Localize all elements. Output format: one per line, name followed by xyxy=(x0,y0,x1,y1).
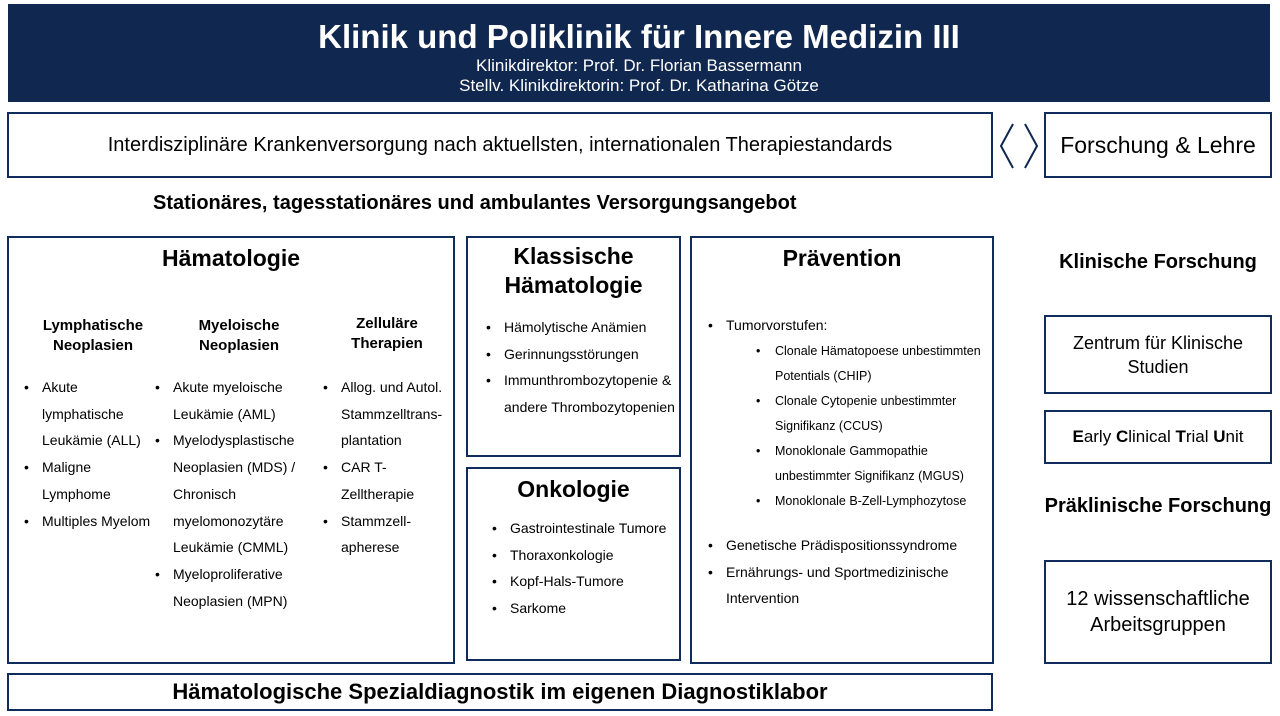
list-item: • Clonale Cytopenie unbestimmter Signifikanz (CCUS) xyxy=(756,389,988,439)
classical-haematology-list xyxy=(486,314,676,421)
list-item: • Immunthrombozytopenie & andere Thrombozytopenien xyxy=(486,367,676,420)
list-item: • Sarkome xyxy=(492,595,667,622)
prevention-box xyxy=(690,236,994,664)
myeloid-neoplasms-list xyxy=(155,374,317,614)
list-item: • Ernährungs- und Sportmedizinische Intervention xyxy=(708,559,988,612)
precursor-label: Tumorvorstufen: xyxy=(726,317,828,333)
list-item: • Hämolytische Anämien xyxy=(486,314,676,341)
research-groups-box xyxy=(1044,560,1272,664)
research-teaching-label: Forschung & Lehre xyxy=(1060,131,1256,158)
care-banner-text: Interdisziplinäre Krankenversorgung nach aktuellsten, internationalen Therapiestandards xyxy=(107,133,893,156)
list-item: • Gastrointestinale Tumore xyxy=(492,515,667,542)
research-teaching-box xyxy=(1044,112,1272,178)
list-item: • Akute myeloische Leukämie (AML) xyxy=(155,374,317,427)
care-banner xyxy=(7,112,993,178)
clinical-trials-centre-label: Zentrum für Klinische Studien xyxy=(1072,332,1244,377)
list-item: • Thoraxonkologie xyxy=(492,542,667,569)
research-groups-label: 12 wissenschaftliche Arbeitsgruppen xyxy=(1066,588,1250,636)
list-item: • Allog. und Autol. Stammzelltrans-plantation xyxy=(323,374,453,454)
list-item: • Kopf-Hals-Tumore xyxy=(492,568,667,595)
list-item: • Monoklonale Gammopathie unbestimmter Signifikanz (MGUS) xyxy=(756,439,988,489)
list-item: • Maligne Lymphome xyxy=(24,454,156,507)
prevention-title: Prävention xyxy=(782,245,902,271)
cellular-therapies-title: Zelluläre Therapien xyxy=(351,315,423,352)
precursor-sublist xyxy=(756,339,988,514)
list-item: • Genetische Prädispositionssyndrome xyxy=(708,532,988,559)
list-item: • Clonale Hämatopoese unbestimmten Potentials (CHIP) xyxy=(756,339,988,389)
cellular-therapies-list xyxy=(323,374,453,561)
preclinical-research-heading: Präklinische Forschung xyxy=(1044,495,1272,517)
bidirectional-arrows-icon xyxy=(995,120,1043,172)
prevention-list-2 xyxy=(708,532,988,612)
oncology-list xyxy=(492,515,667,622)
diagnostics-lab-text: Hämatologische Spezialdiagnostik im eigenen Diagnostiklabor xyxy=(172,679,828,704)
lymphatic-neoplasms-list xyxy=(24,374,156,534)
list-item: • Monoklonale B-Zell-Lymphozytose xyxy=(756,489,988,514)
lymphatic-neoplasms-title: Lymphatische Neoplasien xyxy=(42,317,144,354)
list-item: • CAR T-Zelltherapie xyxy=(323,454,453,507)
list-item: • Gerinnungsstörungen xyxy=(486,341,676,368)
clinical-trials-centre-box xyxy=(1044,315,1272,394)
classical-haematology-box xyxy=(466,236,681,457)
list-item: • Myeloproliferative Neoplasien (MPN) xyxy=(155,561,317,614)
oncology-box xyxy=(466,467,681,661)
clinic-deputy-director: Stellv. Klinikdirektorin: Prof. Dr. Katharina Götze xyxy=(459,76,819,95)
list-item: • Akute lymphatische Leukämie (ALL) xyxy=(24,374,156,454)
haematology-box xyxy=(7,236,455,664)
early-clinical-trial-unit-box xyxy=(1044,410,1272,464)
clinic-title: Klinik und Poliklinik für Innere Medizin III xyxy=(318,18,960,55)
list-item: • Myelodysplastische Neoplasien (MDS) / Chronisch myelomonozytäre Leukämie (CMML) xyxy=(155,427,317,561)
ectu-label: Early Clinical Trial Unit xyxy=(1072,427,1244,446)
prevention-list xyxy=(708,312,988,514)
myeloid-neoplasms-title: Myeloische Neoplasien xyxy=(198,317,280,354)
diagnostics-lab-banner xyxy=(7,673,993,711)
classical-haematology-title: Klassische Hämatologie xyxy=(504,243,643,298)
list-item xyxy=(708,312,988,514)
clinical-research-heading: Klinische Forschung xyxy=(1059,251,1257,273)
oncology-title: Onkologie xyxy=(517,476,630,502)
clinic-header xyxy=(8,4,1270,102)
list-item: • Multiples Myelom xyxy=(24,508,156,535)
haematology-title: Hämatologie xyxy=(161,245,301,271)
care-offer-heading: Stationäres, tagesstationäres und ambulantes Versorgungsangebot xyxy=(153,192,797,214)
clinic-director: Klinikdirektor: Prof. Dr. Florian Bassermann xyxy=(476,56,802,75)
list-item: • Stammzell-apherese xyxy=(323,508,453,561)
